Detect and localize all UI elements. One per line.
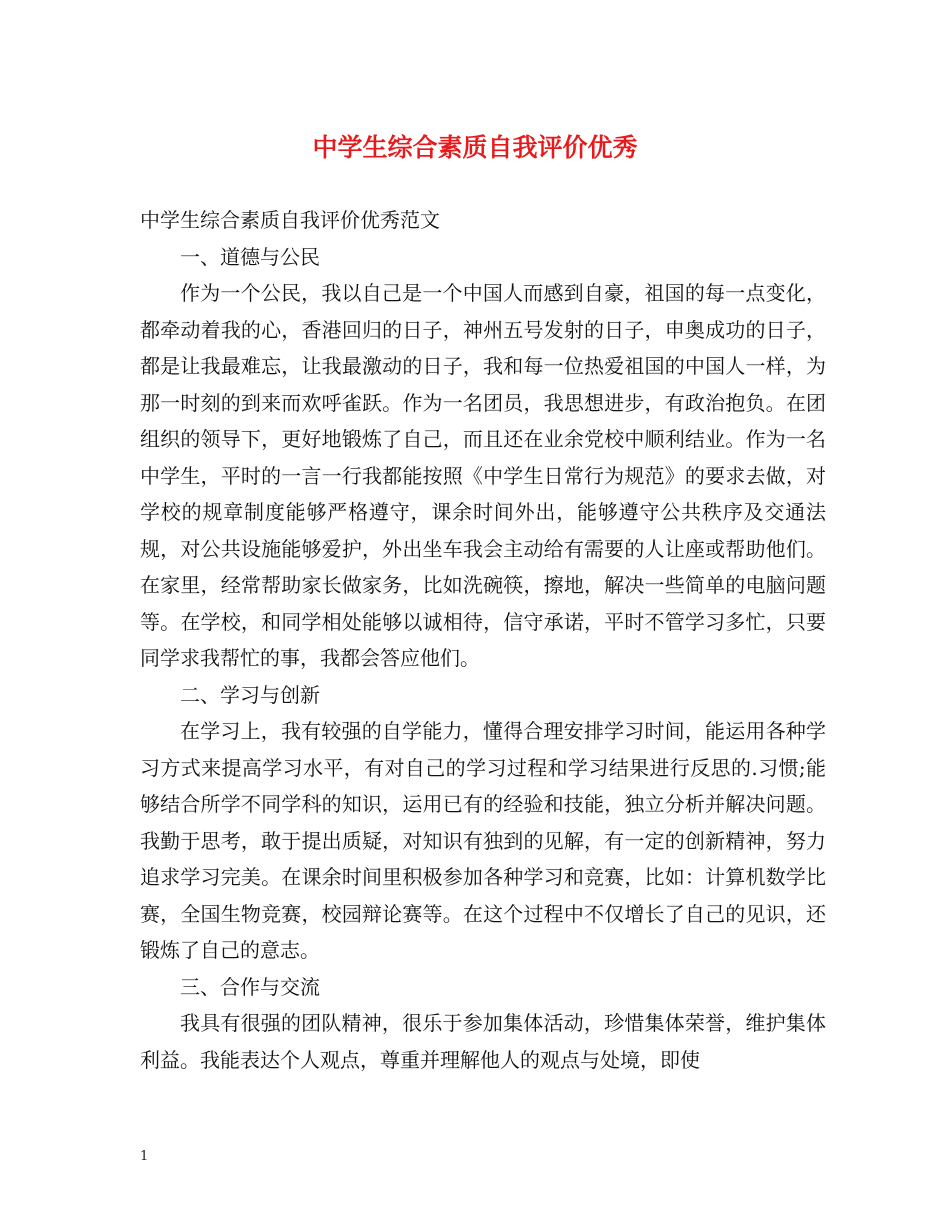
document-title: 中学生综合素质自我评价优秀 (312, 133, 638, 162)
document-subtitle: 中学生综合素质自我评价优秀范文 (140, 208, 440, 232)
section-heading-morality: 一、道德与公民 (180, 244, 320, 269)
section-heading-study: 二、学习与创新 (180, 682, 320, 707)
page-number: 1 (140, 1149, 149, 1164)
section-paragraph-cooperation: 我具有很强的团队精神，很乐于参加集体活动，珍惜集体荣誉，维护集体利益。我能表达个人观点，尊重并理解他人的观点与处境，即使 (140, 1011, 826, 1072)
section-heading-cooperation: 三、合作与交流 (180, 974, 320, 999)
document-body (140, 202, 826, 1078)
section-paragraph-morality: 作为一个公民，我以自己是一个中国人而感到自豪，祖国的每一点变化，都牵动着我的心，香港回归的日子，神州五号发射的日子，申奥成功的日子，都是让我最难忘，让我最激动的日子，我和每一位热爱祖国的中国人一样，为那一时刻的到来而欢呼雀跃。作为一名团员，我思想进步，有政治抱负。在团组织的领导下，更好地锻炼了自己，而且还在业余党校中顺利结业。作为一名中学生，平时的一言一行我都能按照《中学生日常行为规范》的要求去做，对学校的规章制度能够严格遵守，课余时间外出，能够遵守公共秩序及交通法规，对公共设施能够爱护，外出坐车我会主动给有需要的人让座或帮助他们。在家里，经常帮助家长做家务，比如洗碗筷，擦地，解决一些简单的电脑问题等。在学校，和同学相处能够以诚相待，信守承诺，平时不管学习多忙，只要同学求我帮忙的事，我都会答应他们。 (140, 281, 826, 670)
section-paragraph-study: 在学习上，我有较强的自学能力，懂得合理安排学习时间，能运用各种学习方式来提高学习水平，有对自己的学习过程和学习结果进行反思的.习惯;能够结合所学不同学科的知识，运用已有的经验和技能，独立分析并解决问题。我勤于思考，敢于提出质疑，对知识有独到的见解，有一定的创新精神，努力追求学习完美。在课余时间里积极参加各种学习和竞赛，比如：计算机数学比赛，全国生物竞赛，校园辩论赛等。在这个过程中不仅增长了自己的见识，还锻炼了自己的意志。 (140, 719, 826, 962)
